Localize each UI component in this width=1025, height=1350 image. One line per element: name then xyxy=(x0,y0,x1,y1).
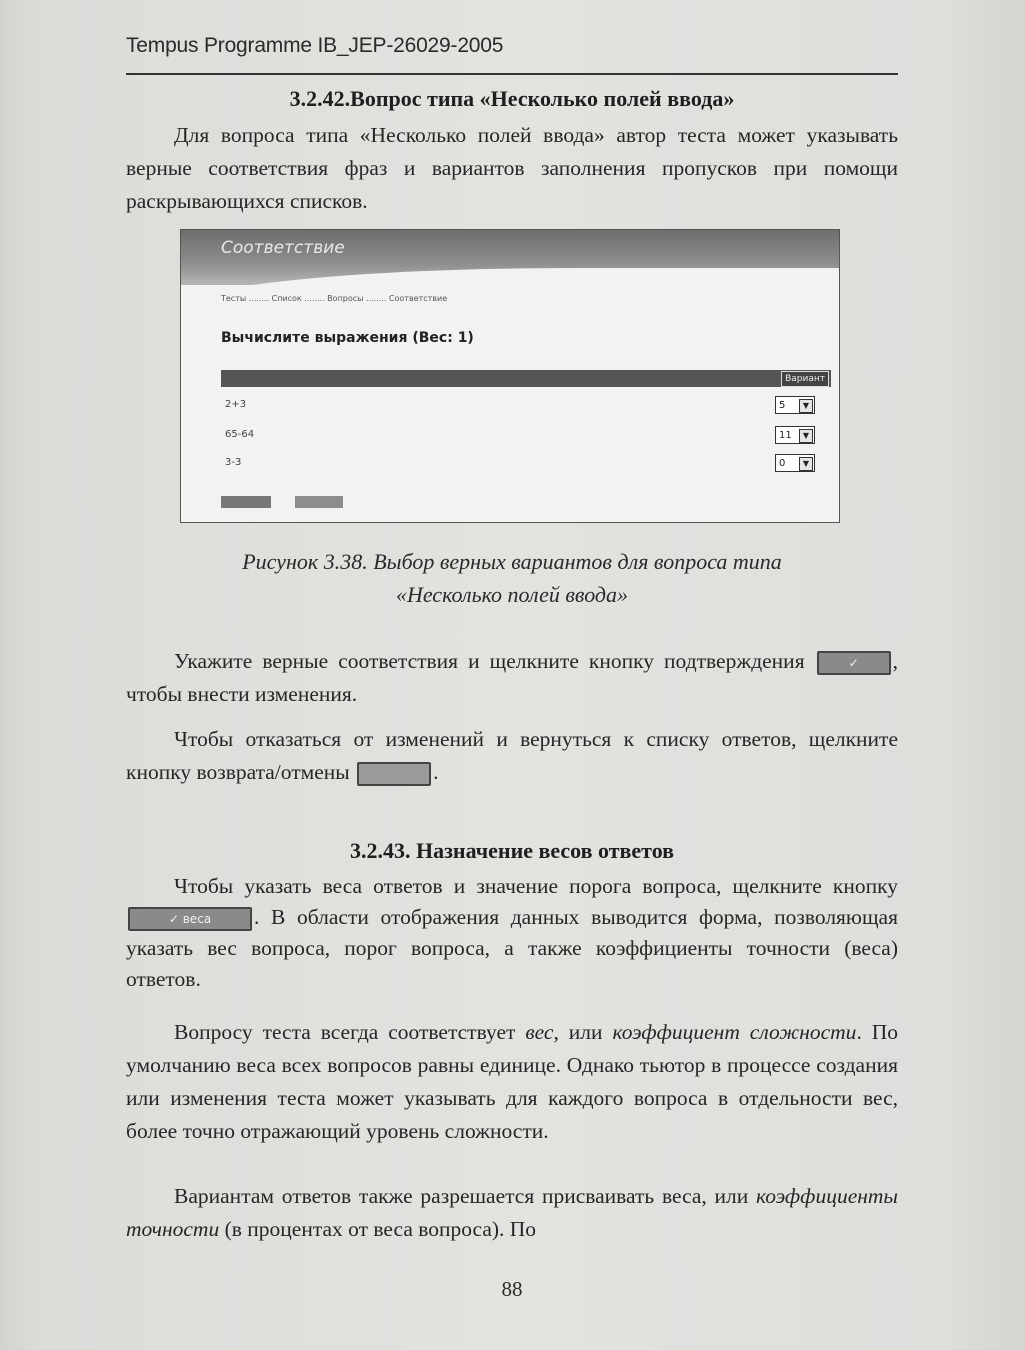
weights-paragraph xyxy=(126,871,898,995)
figure-row-label: 3-3 xyxy=(225,457,242,468)
term-complexity: коэффициент сложности xyxy=(612,1020,857,1044)
check-icon: ✓ xyxy=(168,912,179,927)
confirm-button-image xyxy=(817,651,891,675)
figure-column-label: Вариант xyxy=(781,371,829,387)
confirm-paragraph xyxy=(126,645,898,711)
figure-answer-select[interactable] xyxy=(775,454,815,472)
text-run: (в процентах от веса вопроса). По xyxy=(219,1217,537,1241)
confirm-text: Укажите верные соответствия и щелкните кнопку подтверждения xyxy=(174,649,805,673)
figure-select-value: 5 xyxy=(779,400,786,411)
header-rule xyxy=(126,73,898,75)
figure-answer-select[interactable] xyxy=(775,396,815,414)
figure-row-label: 65-64 xyxy=(225,429,255,440)
intro-paragraph: Для вопроса типа «Несколько полей ввода» автор теста может указывать верные соответствия фраз и вариантов заполнения пропусков при помощи раскрывающихся списков. xyxy=(126,123,898,213)
figure-caption-line2: «Несколько полей ввода» xyxy=(395,582,629,607)
figure-caption-line1: Рисунок 3.38. Выбор верных вариантов для вопроса типа xyxy=(242,549,782,574)
weights-text: Чтобы указать веса ответов и значение порога вопроса, щелкните кнопку xyxy=(174,874,898,898)
weights-button-label: веса xyxy=(182,912,212,927)
answer-weights-paragraph xyxy=(126,1180,898,1246)
term-accuracy: коэффициенты точности xyxy=(126,1184,898,1241)
page-number: 88 xyxy=(501,1277,523,1301)
figure-answer-select[interactable] xyxy=(775,426,815,444)
cancel-button-image xyxy=(357,762,431,786)
section-title-3-2-42: 3.2.42.Вопрос типа «Несколько полей ввода» xyxy=(289,86,735,111)
text-run: Вариантам ответов также разрешается присваивать веса, или xyxy=(174,1184,757,1208)
figure-select-value: 11 xyxy=(779,430,792,441)
figure-select-value: 0 xyxy=(779,458,786,469)
weights-text-end: . В области отображения данных выводится форма, позволяющая указать вес вопроса, порог вопроса, а также коэффициенты точности (веса) ответов. xyxy=(126,905,898,991)
text-run: , или xyxy=(553,1020,613,1044)
chevron-down-icon[interactable]: ▼ xyxy=(799,399,813,413)
figure-screenshot xyxy=(180,229,840,523)
figure-table-header xyxy=(221,370,831,387)
chevron-down-icon[interactable]: ▼ xyxy=(799,457,813,471)
check-icon: ✓ xyxy=(848,656,859,671)
text-run: . По умолчанию веса всех вопросов равны единице. Однако тьютор в процессе создания или изменения теста может указывать для каждого вопроса в отдельности вес, более точно отражающий уровень сложности. xyxy=(126,1020,899,1143)
chevron-down-icon[interactable]: ▼ xyxy=(799,429,813,443)
text-run: Вопросу теста всегда соответствует xyxy=(174,1020,526,1044)
figure-breadcrumb[interactable]: Тесты ........ Список ........ Вопросы ........ Соответствие xyxy=(221,294,448,303)
cancel-text: Чтобы отказаться от изменений и вернуться к списку ответов, щелкните кнопку возврата/отмены xyxy=(126,727,898,784)
figure-confirm-button[interactable] xyxy=(221,496,271,508)
section-title-3-2-43: 3.2.43. Назначение весов ответов xyxy=(349,838,675,863)
confirm-text-end: , чтобы внести изменения. xyxy=(126,649,899,706)
cancel-text-end: . xyxy=(433,760,439,784)
figure-question-title: Вычислите выражения (Вес: 1) xyxy=(221,330,474,346)
figure-cancel-button[interactable] xyxy=(295,496,343,508)
weight-definition-paragraph xyxy=(126,1016,898,1148)
term-ves: вес xyxy=(525,1020,554,1044)
running-head: Tempus Programme IB_JEP-26029-2005 xyxy=(126,34,504,57)
figure-row-label: 2+3 xyxy=(225,399,247,410)
cancel-paragraph xyxy=(126,723,898,789)
weights-button-image xyxy=(128,907,252,931)
figure-banner-title: Соответствие xyxy=(221,238,345,258)
